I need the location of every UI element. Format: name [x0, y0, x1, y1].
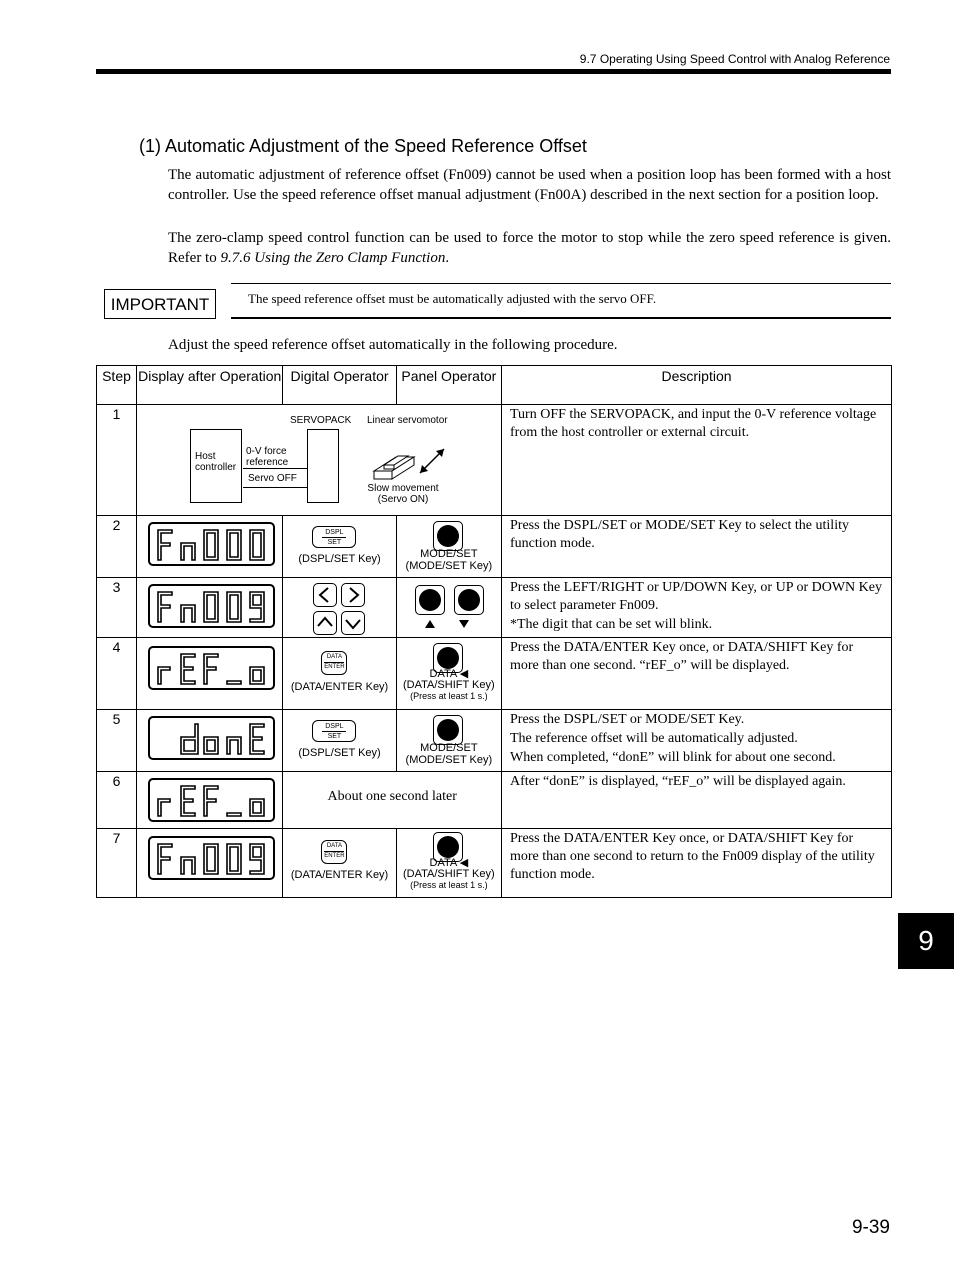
important-label: IMPORTANT [104, 289, 216, 319]
table-row [97, 772, 892, 829]
digital-operator-cell [283, 516, 396, 578]
paragraph-1: The automatic adjustment of reference offset (Fn009) cannot be used when a position loop has been formed with a host controller. Use the speed reference offset manual adjustment (Fn00A) described in the next section for a position loop. [168, 167, 891, 203]
panel-caption-key: (MODE/SET Key) [405, 560, 493, 572]
dspl-set-key[interactable]: DSPL SET [312, 720, 356, 742]
header-digital: Digital Operator [283, 366, 396, 405]
digital-caption: (DATA/ENTER Key) [290, 681, 389, 693]
panel-caption: MODE/SET [420, 548, 478, 560]
lcd-display [148, 522, 275, 566]
data-enter-key[interactable]: DATA ENTER [321, 651, 347, 675]
description-cell: Press the DATA/ENTER Key once, or DATA/SHIFT Key for more than one second. “rEF_o” will be displayed. [502, 638, 892, 710]
wait-note: About one second later [327, 789, 457, 804]
page-number: 9-39 [851, 1217, 890, 1238]
lcd-display [148, 584, 275, 628]
seven-segment-digits [156, 784, 271, 818]
table-row [97, 710, 892, 772]
step-number: 2 [97, 516, 137, 578]
left-arrow-icon: ◀ [459, 668, 469, 680]
linear-servomotor-label: Linear servomotor [367, 415, 448, 426]
description-cell: Press the LEFT/RIGHT or UP/DOWN Key, or UP or DOWN Key to select parameter Fn009. *The digit that can be set will blink. [502, 578, 892, 638]
description-cell: After “donE” is displayed, “rEF_o” will be displayed again. [502, 772, 892, 829]
digital-operator-cell [283, 829, 396, 898]
header-description: Description [502, 366, 892, 405]
table-row [97, 516, 892, 578]
operator-merged-cell [283, 772, 502, 829]
important-top-rule [231, 283, 891, 284]
step-number: 4 [97, 638, 137, 710]
header-rule [96, 69, 891, 74]
header-panel: Panel Operator [396, 366, 501, 405]
seven-segment-digits [156, 590, 271, 624]
digital-caption: (DSPL/SET Key) [298, 747, 381, 759]
header-step: Step [97, 366, 137, 405]
host-controller-label: Host controller [195, 451, 237, 473]
panel-caption: MODE/SET [420, 742, 478, 754]
panel-caption: DATA ◀ [429, 668, 469, 680]
reference-line [243, 468, 307, 469]
table-row [97, 829, 892, 898]
panel-operator-cell [396, 516, 501, 578]
step-number: 6 [97, 772, 137, 829]
lcd-display [148, 646, 275, 690]
lcd-display [148, 778, 275, 822]
header-display: Display after Operation [137, 366, 283, 405]
step-number: 1 [97, 405, 137, 516]
procedure-table [96, 365, 892, 898]
step-number: 5 [97, 710, 137, 772]
display-cell [137, 578, 283, 638]
servopack-box [307, 429, 339, 503]
table-row [97, 578, 892, 638]
up-down-indicator-icon [424, 619, 484, 629]
table-row [97, 405, 892, 516]
digital-operator-cell [283, 710, 396, 772]
running-header: 9.7 Operating Using Speed Control with Analog Reference [579, 52, 890, 66]
servo-off-label: Servo OFF [248, 473, 297, 484]
section-title: (1) Automatic Adjustment of the Speed Reference Offset [139, 136, 587, 156]
connection-diagram [137, 405, 502, 516]
digital-operator-cell [283, 578, 396, 638]
display-cell [137, 516, 283, 578]
slow-movement-label: Slow movement (Servo ON) [367, 483, 439, 505]
left-key[interactable] [313, 583, 337, 607]
display-cell [137, 772, 283, 829]
step-number: 3 [97, 578, 137, 638]
lcd-display [148, 836, 275, 880]
panel-operator-cell [396, 638, 501, 710]
paragraph-2: The zero-clamp speed control function can be used to force the motor to stop while the zero speed reference is given. Refer to 9.7.6 Using the Zero Clamp Function. [168, 230, 891, 266]
panel-operator-cell [396, 578, 501, 638]
chapter-tab: 9 [898, 913, 954, 969]
down-button[interactable] [454, 585, 484, 615]
display-cell [137, 638, 283, 710]
seven-segment-digits [156, 722, 271, 756]
digital-operator-cell [283, 638, 396, 710]
mode-set-button[interactable] [433, 715, 463, 745]
mode-set-button[interactable] [433, 521, 463, 551]
table-row [97, 638, 892, 710]
cross-reference: 9.7.6 Using the Zero Clamp Function [220, 249, 446, 266]
lcd-display [148, 716, 275, 760]
panel-caption-key: (MODE/SET Key) [405, 754, 493, 766]
description-cell: Press the DSPL/SET or MODE/SET Key. The reference offset will be automatically adjusted. When completed, “donE” will blink for about one second. [502, 710, 892, 772]
panel-operator-cell [396, 710, 501, 772]
panel-caption-note: (Press at least 1 s.) [410, 691, 488, 701]
down-key[interactable] [341, 611, 365, 635]
important-text: The speed reference offset must be automatically adjusted with the servo OFF. [248, 291, 657, 306]
digital-caption: (DATA/ENTER Key) [290, 869, 389, 881]
description-cell: Press the DSPL/SET or MODE/SET Key to select the utility function mode. [502, 516, 892, 578]
seven-segment-digits [156, 842, 271, 876]
important-bottom-rule [231, 317, 891, 319]
digital-caption: (DSPL/SET Key) [298, 553, 381, 565]
step-number: 7 [97, 829, 137, 898]
description-cell: Turn OFF the SERVOPACK, and input the 0-V reference voltage from the host controller or external circuit. [502, 405, 892, 516]
display-cell [137, 710, 283, 772]
panel-caption-key: (DATA/SHIFT Key) [403, 679, 495, 691]
force-reference-label: 0-V force reference [246, 446, 289, 468]
servo-off-line [243, 487, 307, 488]
panel-operator-cell [396, 829, 501, 898]
linear-motor-drawing [362, 435, 462, 487]
seven-segment-digits [156, 652, 271, 686]
description-cell: Press the DATA/ENTER Key once, or DATA/SHIFT Key for more than one second to return to the Fn009 display of the utility function mode. [502, 829, 892, 898]
servopack-label: SERVOPACK [290, 415, 352, 426]
dspl-set-key[interactable]: DSPL SET [312, 526, 356, 548]
right-key[interactable] [341, 583, 365, 607]
panel-caption-key: (DATA/SHIFT Key) [403, 868, 495, 880]
panel-caption: DATA ◀ [429, 857, 469, 869]
up-button[interactable] [415, 585, 445, 615]
left-arrow-icon: ◀ [459, 857, 469, 869]
display-cell [137, 829, 283, 898]
seven-segment-digits [156, 528, 271, 562]
host-controller-box [190, 429, 242, 503]
data-enter-key[interactable]: DATA ENTER [321, 840, 347, 864]
panel-caption-note: (Press at least 1 s.) [410, 880, 488, 890]
up-key[interactable] [313, 611, 337, 635]
procedure-intro: Adjust the speed reference offset automatically in the following procedure. [168, 337, 618, 353]
